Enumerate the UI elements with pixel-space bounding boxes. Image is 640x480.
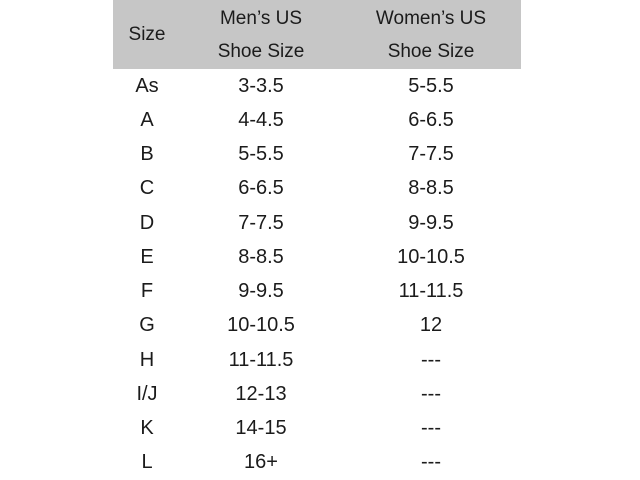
mens-size-cell: 12-13: [235, 382, 287, 405]
column-header-size: [113, 18, 181, 51]
mens-size-cell: 14-15: [235, 417, 287, 440]
womens-size-cell: ---: [421, 382, 441, 405]
womens-size-cell: 6-6.5: [408, 108, 454, 131]
mens-size-cell: 9-9.5: [238, 280, 284, 303]
womens-size-cell: 12: [419, 314, 443, 337]
womens-size-cell: 5-5.5: [408, 74, 454, 97]
size-cell: G: [139, 314, 155, 337]
table-row: [113, 309, 521, 343]
size-cell: A: [140, 108, 154, 131]
table-row: [113, 412, 521, 446]
womens-size-cell: 8-8.5: [408, 177, 454, 200]
table-row: [113, 138, 521, 172]
size-cell: E: [140, 245, 154, 268]
column-header-womens-line2: Shoe Size: [387, 40, 475, 62]
size-cell: As: [135, 74, 159, 97]
mens-size-cell: 7-7.5: [238, 211, 284, 234]
column-header-mens-line1: Men’s US: [219, 7, 302, 29]
table-row: [113, 172, 521, 206]
womens-size-cell: 7-7.5: [408, 143, 454, 166]
size-cell: H: [139, 348, 155, 371]
size-cell: L: [141, 451, 153, 474]
size-cell: I/J: [136, 382, 158, 405]
table-row: [113, 275, 521, 309]
mens-size-cell: 3-3.5: [238, 74, 284, 97]
column-header-size-label: Size: [128, 24, 166, 45]
column-header-mens-line2: Shoe Size: [217, 40, 305, 62]
size-cell: B: [140, 143, 154, 166]
mens-size-cell: 11-11.5: [228, 348, 294, 371]
size-chart-table: [113, 0, 521, 480]
table-row: [113, 343, 521, 377]
mens-size-cell: 5-5.5: [238, 143, 284, 166]
table-row: [113, 69, 521, 103]
mens-size-cell: 8-8.5: [238, 245, 284, 268]
table-row: [113, 103, 521, 137]
womens-size-cell: ---: [421, 348, 441, 371]
womens-size-cell: ---: [421, 417, 441, 440]
size-cell: C: [139, 177, 155, 200]
table-row: [113, 240, 521, 274]
mens-size-cell: 6-6.5: [238, 177, 284, 200]
size-cell: K: [140, 417, 154, 440]
table-body: [113, 69, 521, 480]
column-header-womens: [341, 2, 521, 68]
size-cell: D: [139, 211, 155, 234]
table-row: [113, 446, 521, 480]
womens-size-cell: ---: [421, 451, 441, 474]
column-header-mens: [181, 2, 341, 68]
mens-size-cell: 4-4.5: [238, 108, 284, 131]
womens-size-cell: 11-11.5: [398, 280, 464, 303]
mens-size-cell: 16+: [244, 451, 278, 474]
column-header-womens-line1: Women’s US: [375, 7, 487, 29]
womens-size-cell: 9-9.5: [408, 211, 454, 234]
table-row: [113, 206, 521, 240]
table-header-row: [113, 0, 521, 69]
table-row: [113, 377, 521, 411]
size-cell: F: [140, 280, 154, 303]
womens-size-cell: 10-10.5: [397, 245, 465, 268]
mens-size-cell: 10-10.5: [227, 314, 295, 337]
